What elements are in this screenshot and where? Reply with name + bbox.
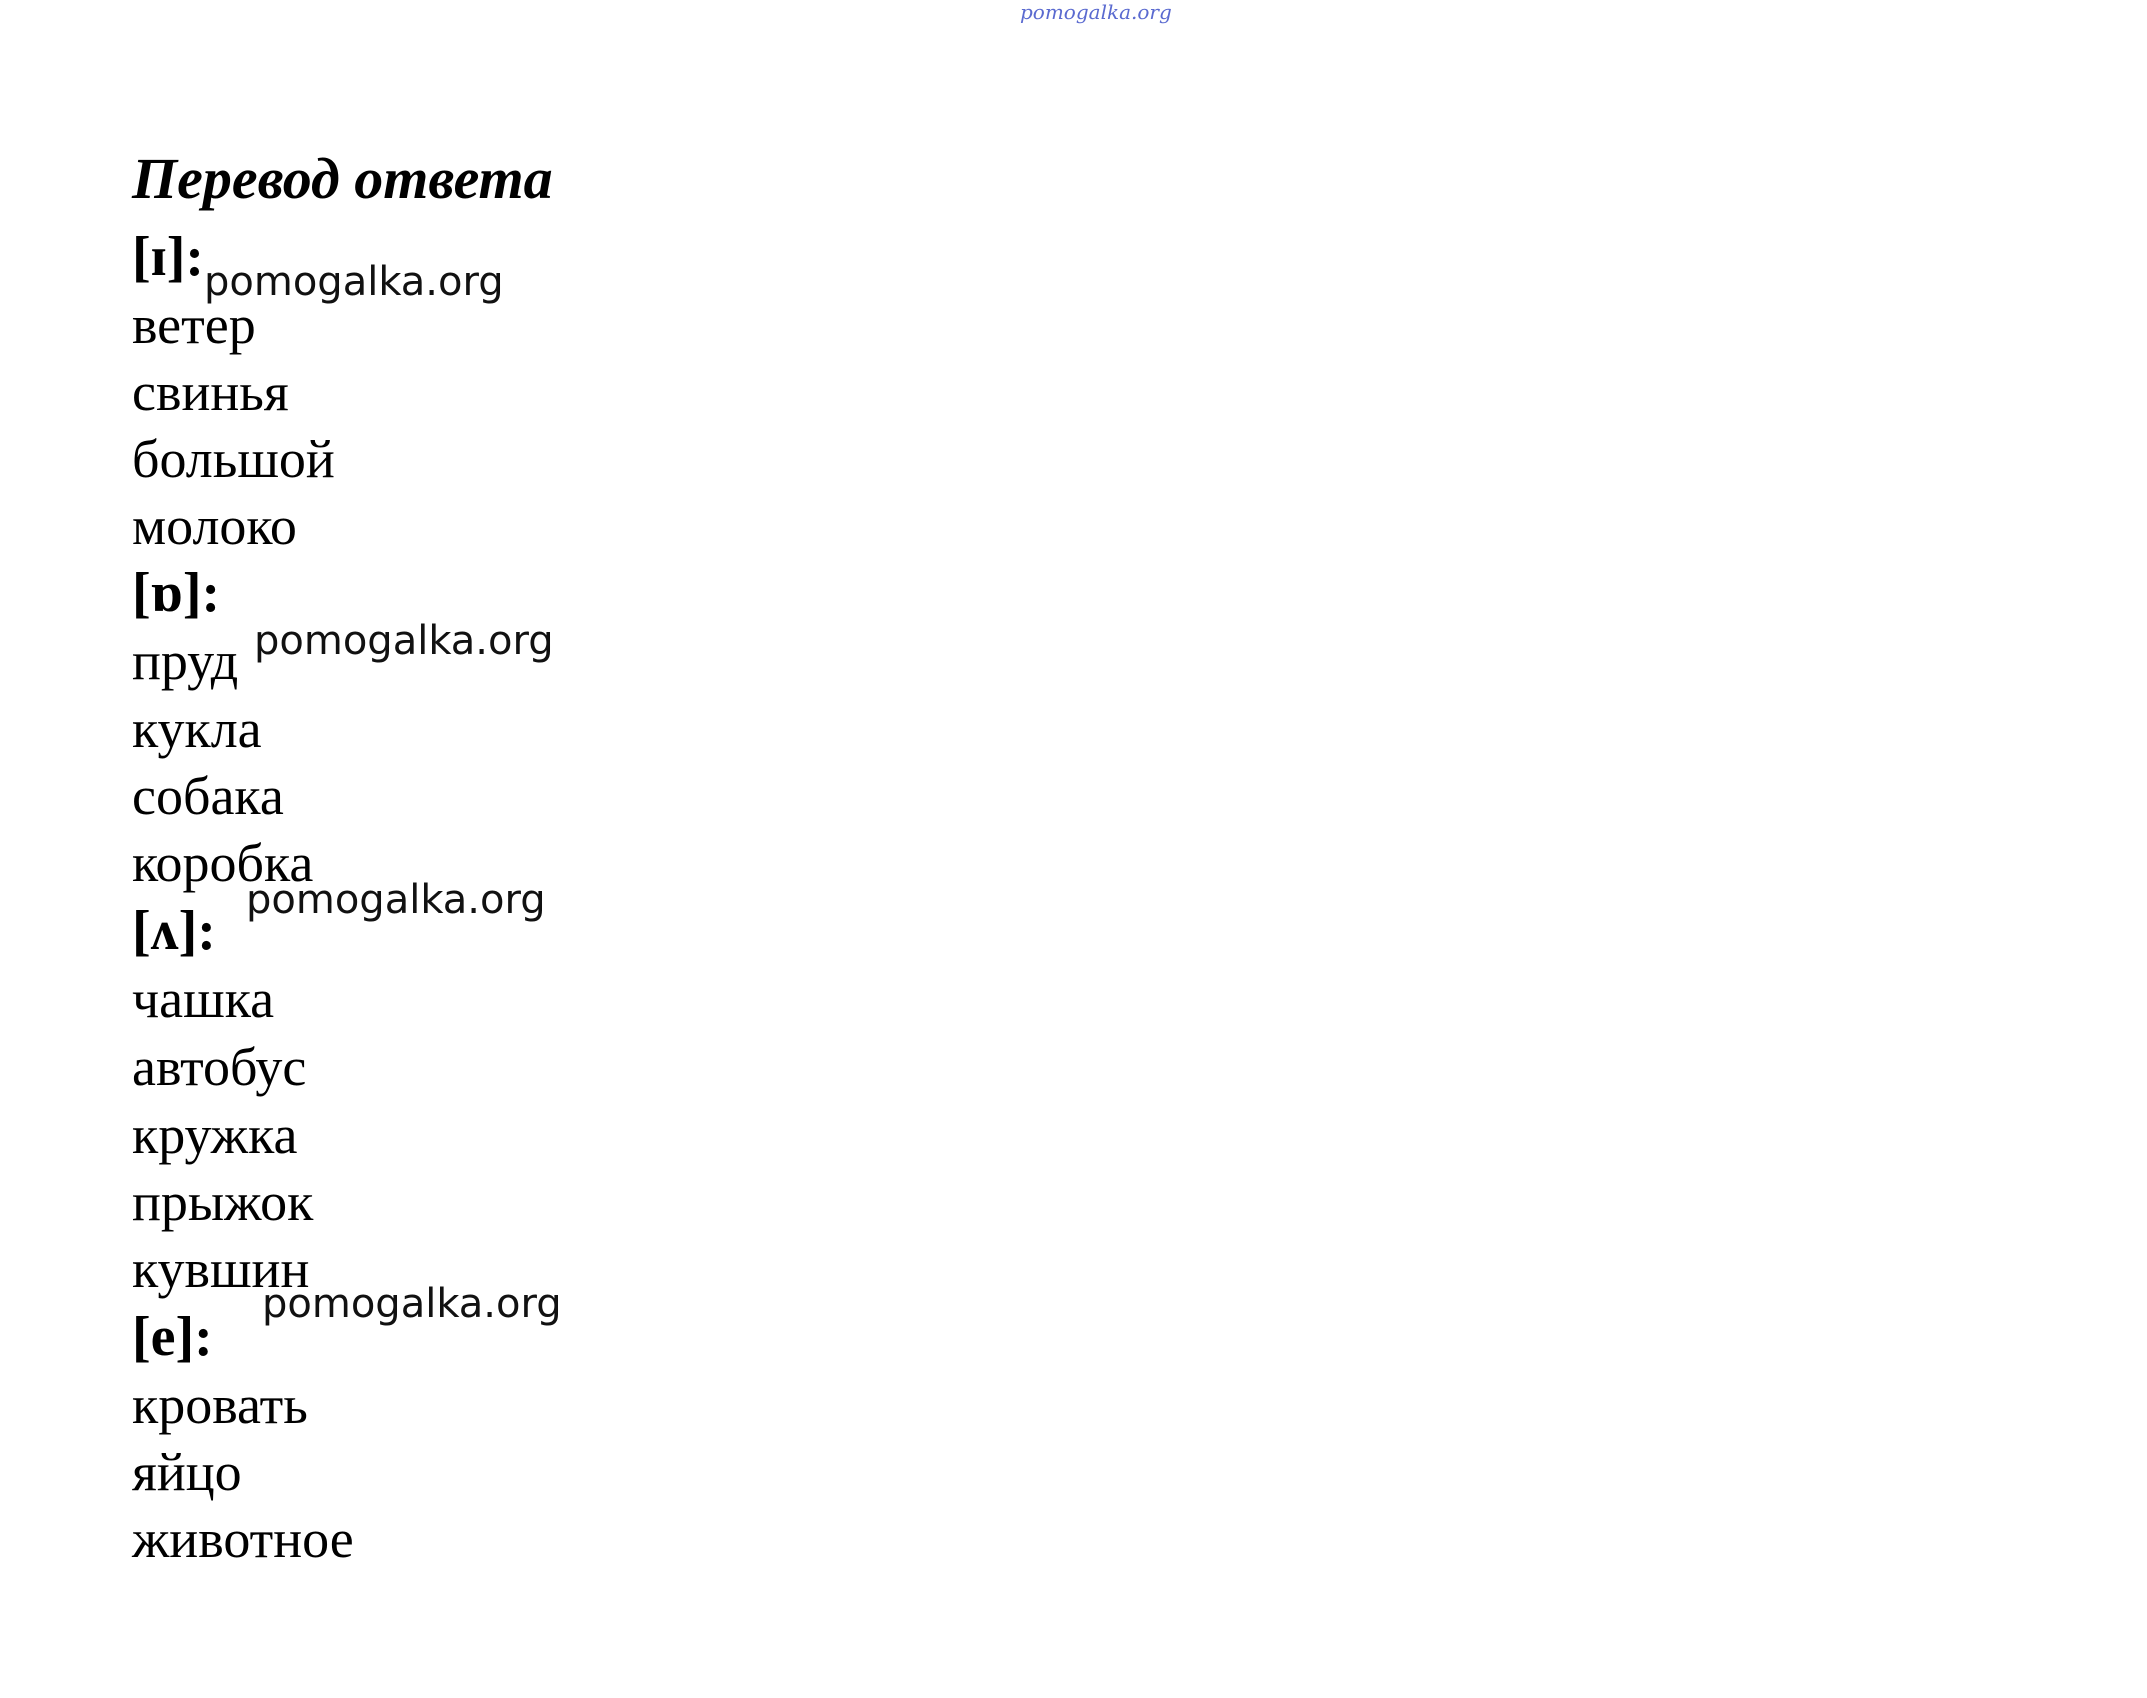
word-item: коробка <box>132 833 314 893</box>
word-item: чашка <box>132 969 275 1029</box>
phoneme-heading-1: [ɪ]: <box>132 226 205 288</box>
page-title: Перевод ответа <box>132 146 553 211</box>
word-item: кружка <box>132 1105 298 1165</box>
word-item: кровать <box>132 1375 308 1435</box>
word-item: животное <box>132 1509 354 1569</box>
site-watermark: pomogalka.org <box>204 259 504 305</box>
phoneme-heading-3: [ʌ]: <box>132 900 216 962</box>
site-watermark: pomogalka.org <box>254 618 554 664</box>
header-watermark: pomogalka.org <box>1020 0 1172 24</box>
word-item: прыжок <box>132 1172 314 1232</box>
word-item: кувшин <box>132 1239 310 1299</box>
phoneme-heading-4: [e]: <box>132 1306 213 1368</box>
word-item: ветер <box>132 295 256 355</box>
site-watermark: pomogalka.org <box>246 877 546 923</box>
word-item: яйцо <box>132 1442 242 1502</box>
phoneme-heading-2: [ɒ]: <box>132 562 221 624</box>
word-item: свинья <box>132 362 289 422</box>
word-item: собака <box>132 766 284 826</box>
word-item: автобус <box>132 1037 307 1097</box>
word-item: молоко <box>132 496 297 556</box>
site-watermark: pomogalka.org <box>262 1281 562 1327</box>
word-item: пруд <box>132 631 239 691</box>
word-item: кукла <box>132 699 262 759</box>
word-item: большой <box>132 429 335 489</box>
